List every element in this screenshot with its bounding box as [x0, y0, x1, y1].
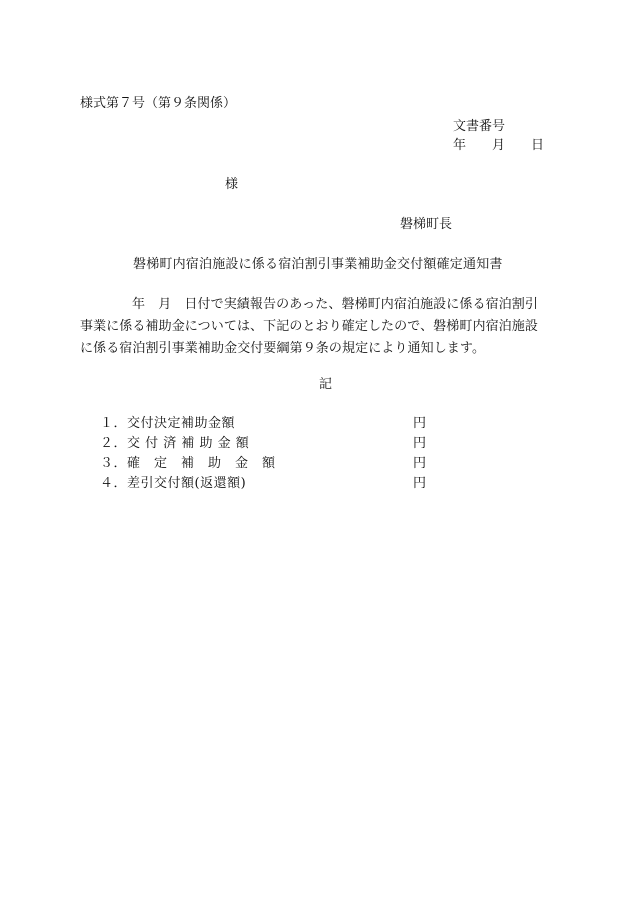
item-unit: 円 [413, 416, 427, 431]
date-line: 年 月 日 [453, 138, 545, 153]
item-unit: 円 [413, 456, 427, 471]
form-label: 様式第７号（第９条関係） [80, 96, 237, 111]
body-line-3: に係る宿泊割引事業補助金交付要綱第９条の規定により通知します。 [80, 341, 486, 356]
body-line-2: 事業に係る補助金については、下記のとおり確定したので、磐梯町内宿泊施設 [80, 319, 538, 334]
document-number-label: 文書番号 [453, 119, 506, 134]
item-unit: 円 [413, 476, 427, 491]
document-title: 磐梯町内宿泊施設に係る宿泊割引事業補助金交付額確定通知書 [133, 257, 503, 272]
recipient-honorific: 様 [225, 177, 239, 192]
sender-name: 磐梯町長 [400, 217, 453, 232]
body-paragraph [80, 294, 552, 360]
item-label: ４．差引交付額(返還額) [100, 476, 247, 491]
body-line-1: 年 月 日付で実績報告のあった、磐梯町内宿泊施設に係る宿泊割引 [132, 297, 538, 312]
item-unit: 円 [413, 436, 427, 451]
item-label: １．交付決定補助金額 [100, 416, 236, 431]
item-label: ２．交 付 済 補 助 金 額 [100, 436, 250, 451]
item-label: ３．確 定 補 助 金 額 [100, 456, 276, 471]
ki-heading: 記 [319, 377, 333, 392]
